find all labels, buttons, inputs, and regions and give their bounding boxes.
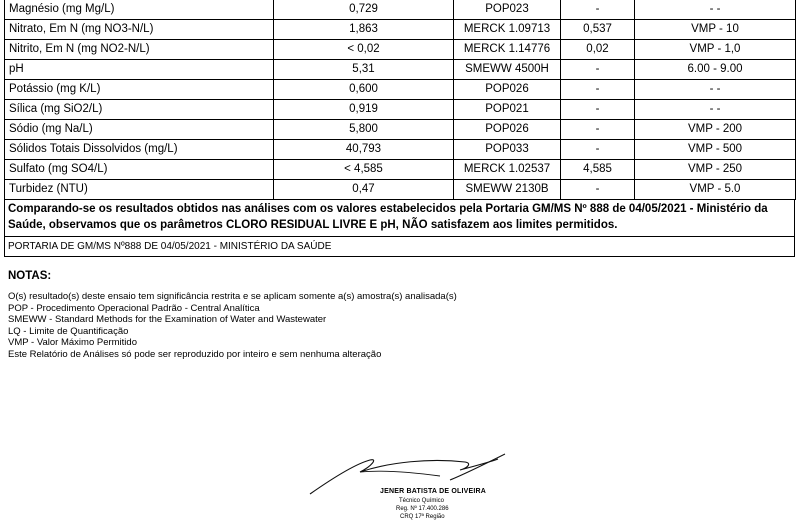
method-cell: POP033 <box>454 140 561 160</box>
result-cell: 0,600 <box>274 80 454 100</box>
result-cell: 0,919 <box>274 100 454 120</box>
parameter-cell: Turbidez (NTU) <box>5 180 274 200</box>
signature-block <box>300 450 530 525</box>
method-cell: POP026 <box>454 80 561 100</box>
vmp-cell: VMP - 200 <box>635 120 796 140</box>
method-cell: SMEWW 4500H <box>454 60 561 80</box>
table-row <box>5 40 796 60</box>
vmp-cell: VMP - 10 <box>635 20 796 40</box>
note-item: Este Relatório de Análises só pode ser reproduzido por inteiro e sem nenhuma alteração <box>8 348 382 360</box>
method-cell: POP023 <box>454 0 561 20</box>
method-cell: SMEWW 2130B <box>454 180 561 200</box>
lq-cell: 0,02 <box>561 40 635 60</box>
parameter-cell: Nitrito, Em N (mg NO2-N/L) <box>5 40 274 60</box>
lq-cell: - <box>561 100 635 120</box>
result-cell: 0,729 <box>274 0 454 20</box>
result-cell: < 0,02 <box>274 40 454 60</box>
method-cell: MERCK 1.14776 <box>454 40 561 60</box>
lq-cell: 0,537 <box>561 20 635 40</box>
notes-title: NOTAS: <box>8 270 52 282</box>
vmp-cell: VMP - 1,0 <box>635 40 796 60</box>
signature-registration: Reg. Nº 17.400.286 <box>396 506 449 512</box>
vmp-cell: - - <box>635 80 796 100</box>
lq-cell: 4,585 <box>561 160 635 180</box>
table-row <box>5 0 796 20</box>
note-item: O(s) resultado(s) deste ensaio tem significância restrita e se aplicam somente a(s) amostra(s) analisada(s) <box>8 291 457 302</box>
results-table-body <box>5 0 796 200</box>
table-row <box>5 180 796 200</box>
result-cell: 1,863 <box>274 20 454 40</box>
lq-cell: - <box>561 180 635 200</box>
vmp-cell: VMP - 250 <box>635 160 796 180</box>
lq-cell: - <box>561 80 635 100</box>
result-cell: 5,800 <box>274 120 454 140</box>
parameter-cell: Sódio (mg Na/L) <box>5 120 274 140</box>
parameter-cell: Nitrato, Em N (mg NO3-N/L) <box>5 20 274 40</box>
note-item: LQ - Limite de Quantificação <box>8 325 129 337</box>
vmp-cell: VMP - 5.0 <box>635 180 796 200</box>
table-row <box>5 60 796 80</box>
table-row <box>5 120 796 140</box>
table-row <box>5 100 796 120</box>
lq-cell: - <box>561 120 635 140</box>
vmp-cell: - - <box>635 100 796 120</box>
portaria-reference: PORTARIA DE GM/MS Nº888 DE 04/05/2021 - MINISTÉRIO DA SAÚDE <box>4 237 795 257</box>
lq-cell: - <box>561 60 635 80</box>
parameter-cell: pH <box>5 60 274 80</box>
vmp-cell: - - <box>635 0 796 20</box>
signature-role: Técnico Químico <box>399 498 445 504</box>
conclusion-text: Comparando-se os resultados obtidos nas análises com os valores estabelecidos pela Portaria GM/MS Nº 888 de 04/05/2021 - Ministério da Saúde, observamos que os parâmetros CLORO RESIDUAL LIVRE E pH, NÃO satisfazem aos limites permitidos. <box>4 200 795 237</box>
lq-cell: - <box>561 140 635 160</box>
method-cell: POP021 <box>454 100 561 120</box>
parameter-cell: Potássio (mg K/L) <box>5 80 274 100</box>
parameter-cell: Sulfato (mg SO4/L) <box>5 160 274 180</box>
method-cell: MERCK 1.09713 <box>454 20 561 40</box>
table-row <box>5 20 796 40</box>
result-cell: < 4,585 <box>274 160 454 180</box>
note-item: VMP - Valor Máximo Permitido <box>8 337 137 349</box>
parameter-cell: Magnésio (mg Mg/L) <box>5 0 274 20</box>
signature-crq: CRQ 17ª Região <box>400 514 445 520</box>
lq-cell: - <box>561 0 635 20</box>
result-cell: 0,47 <box>274 180 454 200</box>
vmp-cell: 6.00 - 9.00 <box>635 60 796 80</box>
notes-list <box>8 291 457 361</box>
vmp-cell: VMP - 500 <box>635 140 796 160</box>
table-row <box>5 160 796 180</box>
method-cell: MERCK 1.02537 <box>454 160 561 180</box>
table-row <box>5 140 796 160</box>
parameter-cell: Sólidos Totais Dissolvidos (mg/L) <box>5 140 274 160</box>
results-table <box>4 0 796 200</box>
note-item: SMEWW - Standard Methods for the Examination of Water and Wastewater <box>8 314 327 326</box>
result-cell: 5,31 <box>274 60 454 80</box>
method-cell: POP026 <box>454 120 561 140</box>
signature-name: JENER BATISTA DE OLIVEIRA <box>380 488 486 495</box>
result-cell: 40,793 <box>274 140 454 160</box>
table-row <box>5 80 796 100</box>
parameter-cell: Sílica (mg SiO2/L) <box>5 100 274 120</box>
note-item: POP - Procedimento Operacional Padrão - Central Analítica <box>8 302 260 314</box>
report-sheet <box>4 0 795 257</box>
